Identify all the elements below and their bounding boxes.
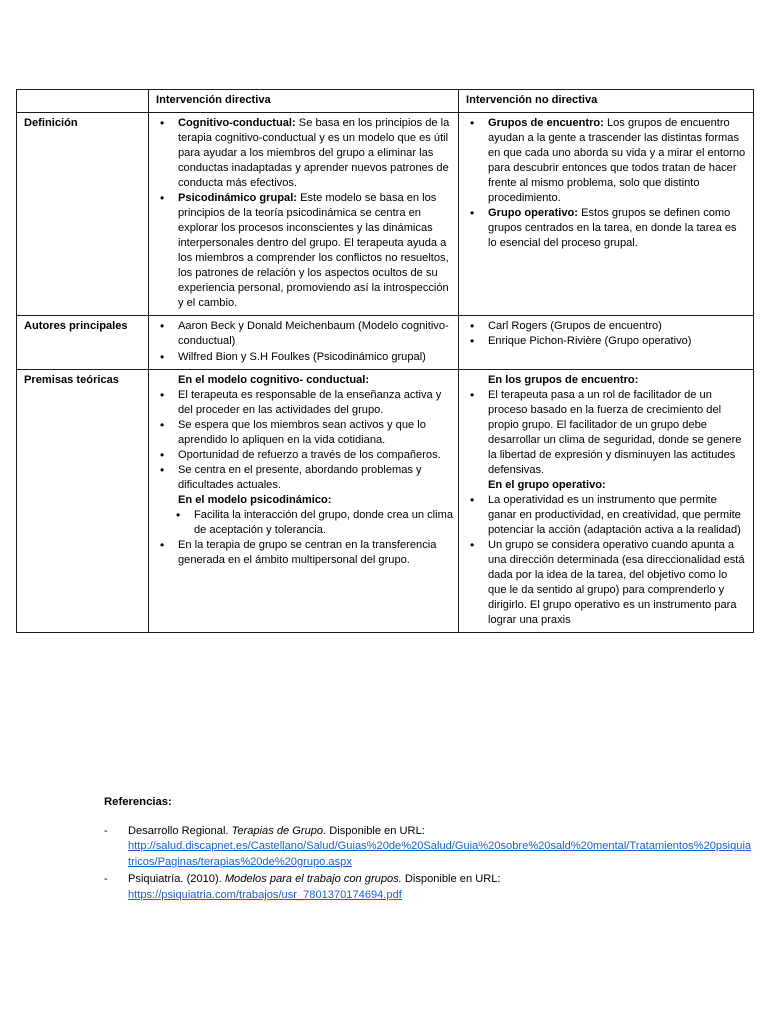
header-cell-empty [17, 90, 149, 113]
row-label-definicion: Definición [17, 113, 149, 316]
list-item [156, 191, 453, 311]
bullet-term: Grupo operativo: [488, 207, 578, 220]
bullet-list [466, 388, 748, 478]
list-item: • Facilita la interacción del grupo, donde crea un clima de aceptación y tolerancia. [156, 508, 453, 538]
bullet-text: Se basa en los principios de la terapia cognitivo-conductual y es un modelo que es útil para ayudar a los miembros del grupo a eliminar las conductas inadaptadas y aprender nuevos patrones de conducta más efectivos. [178, 117, 450, 190]
bullet-term: Psicodinámico grupal: [178, 192, 297, 205]
reference-title-italic: Modelos para el trabajo con grupos. [224, 873, 402, 886]
list-item: • En la terapia de grupo se centran en la transferencia generada en el ámbito multipersonal del grupo. [156, 538, 453, 568]
list-item: • Un grupo se considera operativo cuando apunta a una dirección determinada (esa direccionalidad está dada por la idea de la tarea, del objetivo como lo que le da sentido al grupo) para comprenderlo y dirigirlo. El grupo operativo es un instrumento para lograr una praxis [466, 538, 748, 628]
bullet-list [156, 319, 453, 364]
reference-item [16, 824, 753, 871]
subheading-grupos-de-encuentro: En los grupos de encuentro: [488, 373, 639, 386]
reference-tail: Disponible en URL: [401, 873, 501, 886]
reference-url-link[interactable]: https://psiquiatria.com/trabajos/usr_7801370174694.pdf [128, 888, 402, 901]
list-item [466, 206, 748, 251]
reference-url-link[interactable]: http://salud.discapnet.es/Castellano/Salud/Guias%20de%20Salud/Guia%20sobre%20sald%20mental/Tratamientos%20psiquiatricos/Paginas/terapias%20de%20grupo.aspx [128, 840, 752, 868]
reference-lead: Psiquiatría. (2010). [128, 873, 225, 886]
bullet-list [466, 493, 748, 628]
cell-definicion-no-directiva [459, 113, 754, 316]
bullet-list-nested [156, 508, 453, 538]
references-title: Referencias: [104, 796, 172, 808]
cell-autores-directiva [149, 316, 459, 369]
table-row [17, 316, 754, 369]
bullet-text: Estos grupos se definen como grupos centrados en la tarea, en donde la tarea es lo esencial del proceso grupal. [488, 207, 737, 250]
list-item: • Enrique Pichon-Rivière (Grupo operativo) [466, 334, 748, 349]
table-row [17, 113, 754, 316]
list-item [156, 116, 453, 191]
references-section [16, 795, 753, 905]
bullet-text: Los grupos de encuentro ayudan a la gente a trascender las distintas formas en que cada uno aborda su vida y a mirar el entorno para descubrir entonces que todos tratan de hacer frente al mismo problema, solo que distinto procedimiento. [488, 117, 746, 205]
table-header-row [17, 90, 754, 113]
bullet-text: Este modelo se basa en los principios de la teoría psicodinámica se centra en explorar los procesos inconscientes y las dinámicas interpersonales dentro del grupo. El terapeuta ayuda a los miembros a comprender los conflictos no resueltos, los patrones de relación y los aspectos ocultos de su experiencia personal, promoviendo así la introspección y el cambio. [178, 192, 449, 310]
reference-item [16, 872, 753, 903]
comparison-table [16, 89, 754, 633]
table-row [17, 369, 754, 633]
list-item: • Wilfred Bion y S.H Foulkes (Psicodinámico grupal) [156, 350, 453, 365]
list-item: • Carl Rogers (Grupos de encuentro) [466, 319, 748, 334]
reference-citation [128, 824, 753, 840]
reference-citation [128, 872, 753, 888]
bullet-list [156, 388, 453, 493]
bullet-list [466, 116, 748, 251]
cell-autores-no-directiva [459, 316, 754, 369]
list-item: • Aaron Beck y Donald Meichenbaum (Modelo cognitivo-conductual) [156, 319, 453, 349]
bullet-term: Cognitivo-conductual: [178, 117, 296, 130]
subheading-modelo-cognitivo-conductual: En el modelo cognitivo- conductual: [178, 373, 370, 386]
list-item [466, 116, 748, 206]
list-item: • El terapeuta es responsable de la enseñanza activa y del proceder en las actividades del grupo. [156, 388, 453, 418]
cell-premisas-no-directiva [459, 369, 754, 633]
list-item: • Se espera que los miembros sean activos y que lo aprendido lo apliquen en la vida cotidiana. [156, 418, 453, 448]
header-cell-intervencion-no-directiva: Intervención no directiva [459, 90, 754, 113]
bullet-list [156, 116, 453, 311]
cell-definicion-directiva [149, 113, 459, 316]
bullet-list [466, 319, 748, 349]
header-cell-intervencion-directiva: Intervención directiva [149, 90, 459, 113]
row-label-autores-principales: Autores principales [17, 316, 149, 369]
list-item: • La operatividad es un instrumento que permite ganar en productividad, en creatividad, que permite potenciar la acción (adaptación activa a la realidad) [466, 493, 748, 538]
subheading-modelo-psicodinamico: En el modelo psicodinámico: [178, 493, 332, 506]
list-item: • Oportunidad de refuerzo a través de los compañeros. [156, 448, 453, 463]
list-item: • Se centra en el presente, abordando problemas y dificultades actuales. [156, 463, 453, 493]
cell-premisas-directiva [149, 369, 459, 633]
row-label-premisas-teoricas: Premisas teóricas [17, 369, 149, 633]
subheading-grupo-operativo: En el grupo operativo: [488, 478, 606, 491]
list-item: • El terapeuta pasa a un rol de facilitador de un proceso basado en la fuerza de crecimiento del propio grupo. El facilitador de un grupo debe desarrollar un clima de seguridad, donde se genere la libertad de expresión y disminuyen las actitudes defensivas. [466, 388, 748, 478]
references-list [16, 824, 753, 904]
reference-tail: . Disponible en URL: [323, 824, 425, 837]
bullet-list [156, 538, 453, 568]
reference-title-italic: Terapias de Grupo [231, 824, 324, 837]
bullet-term: Grupos de encuentro: [488, 117, 604, 130]
reference-lead: Desarrollo Regional. [128, 824, 232, 837]
